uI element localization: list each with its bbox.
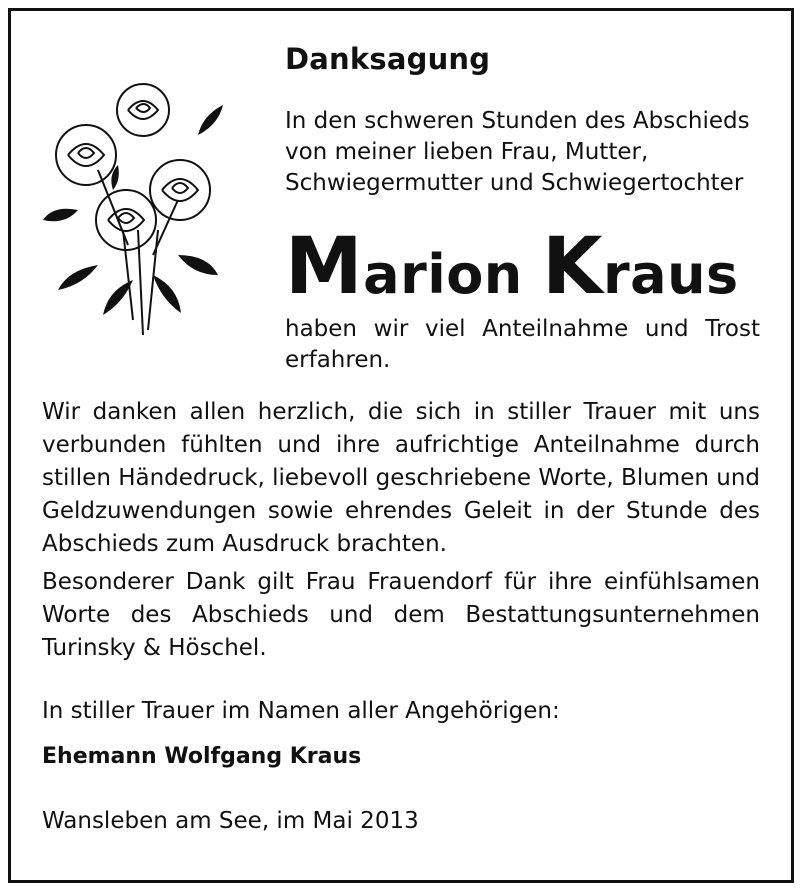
intro-text: In den schweren Stunden des Abschieds von meiner lieben Frau, Mutter, Schwiegermutter und Schwiegertochter	[285, 108, 750, 196]
first-name-initial: M	[285, 222, 364, 312]
thanks-paragraph: Wir danken allen herzlich, die sich in stiller Trauer mit uns verbunden fühlten und ihre aufrichtige Anteilnahme durch stillen Händedruck, liebevoll geschriebene Worte, Blumen und Geldzuwendungen sowie ehrendes Geleit in der Stunde des Abschieds zum Ausdruck brachten.	[42, 399, 760, 557]
notice-title: Danksagung	[285, 42, 491, 76]
place-date: Wansleben am See, im Mai 2013	[42, 808, 419, 834]
after-name-text: haben wir viel Anteilnahme und Trost erfahren.	[285, 316, 760, 373]
closing-line: In stiller Trauer im Namen aller Angehörigen:	[42, 698, 560, 724]
signature: Ehemann Wolfgang Kraus	[42, 744, 362, 769]
deceased-name	[285, 222, 739, 312]
special-thanks-paragraph: Besonderer Dank gilt Frau Frauendorf für ihre einfühlsamen Worte des Abschieds und dem Bestattungsunternehmen Turinsky & Höschel.	[42, 569, 760, 661]
roses-bouquet-icon	[38, 80, 228, 340]
last-name-initial: K	[542, 222, 604, 312]
first-name-rest: arion	[363, 243, 523, 306]
last-name-rest: raus	[603, 243, 739, 306]
